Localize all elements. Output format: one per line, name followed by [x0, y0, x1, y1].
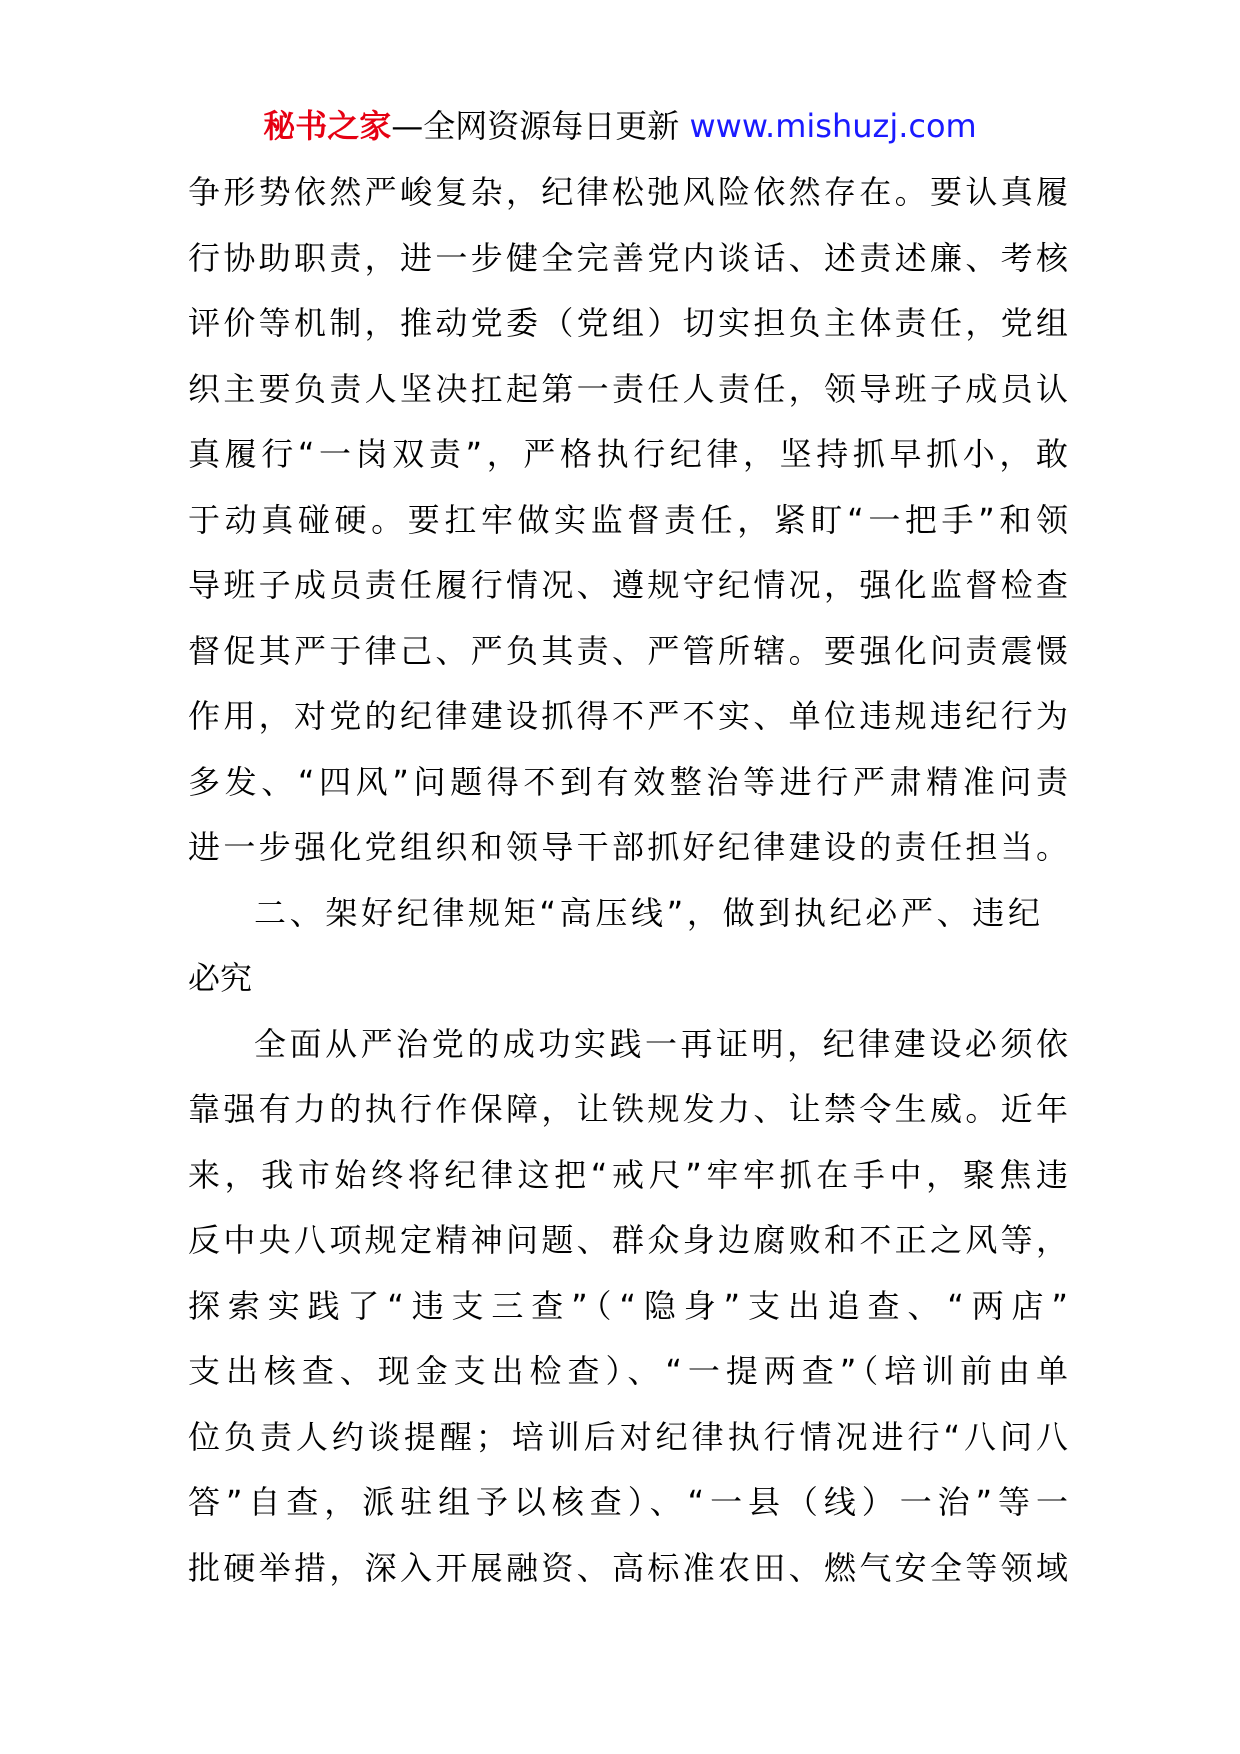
text-line: 多发、“四风”问题得不到有效整治等进行严肃精准问责: [188, 762, 1068, 801]
site-brand: 秘书之家: [263, 107, 392, 145]
site-url[interactable]: www.mishuzj.com: [689, 107, 977, 145]
text-line: 织主要负责人坚决扛起第一责任人责任，领导班子成员认: [188, 369, 1068, 408]
site-header: [0, 104, 1240, 148]
text-line: 支出核查、现金支出检查）、“一提两查”（培训前由单: [188, 1352, 1068, 1390]
text-line: 作用，对党的纪律建设抓得不严不实、单位违规违纪行为: [188, 697, 1068, 735]
text-line: 位负责人约谈提醒；培训后对纪律执行情况进行“八问八: [188, 1417, 1068, 1456]
text-line: 全面从严治党的成功实践一再证明，纪律建设必须依: [254, 1024, 1068, 1063]
text-line: 导班子成员责任履行情况、遵规守纪情况，强化监督检查: [188, 566, 1068, 604]
document-body: [188, 160, 1068, 1601]
text-line: 督促其严于律己、严负其责、严管所辖。要强化问责震慑: [188, 631, 1068, 670]
text-line: 争形势依然严峻复杂，纪律松弛风险依然存在。要认真履: [188, 173, 1068, 211]
text-line: 真履行“一岗双责”，严格执行纪律，坚持抓早抓小，敢: [188, 435, 1068, 473]
section-heading: 二、架好纪律规矩“高压线”，做到执纪必严、违纪: [254, 893, 1040, 932]
text-line: 答”自查，派驻组予以核查）、“一县（线）一治”等一: [188, 1483, 1068, 1521]
text-line: 来，我市始终将纪律这把“戒尺”牢牢抓在手中，聚焦违: [188, 1155, 1068, 1194]
text-line: 靠强有力的执行作保障，让铁规发力、让禁令生威。近年: [188, 1090, 1068, 1128]
text-line: 反中央八项规定精神问题、群众身边腐败和不正之风等，: [188, 1221, 1068, 1259]
text-line: 评价等机制，推动党委（党组）切实担负主体责任，党组: [188, 304, 1068, 342]
text-line: 行协助职责，进一步健全完善党内谈话、述责述廉、考核: [188, 238, 1068, 277]
site-tagline: —全网资源每日更新: [391, 107, 680, 145]
section-heading-continued: 必究: [188, 959, 253, 997]
text-line: 探索实践了“违支三查”（“隐身”支出追查、“两店”: [188, 1286, 1068, 1325]
text-line: 于动真碰硬。要扛牢做实监督责任，紧盯“一把手”和领: [188, 500, 1068, 539]
text-line: 进一步强化党组织和领导干部抓好纪律建设的责任担当。: [188, 828, 1068, 866]
text-line: 批硬举措，深入开展融资、高标准农田、燃气安全等领域: [188, 1548, 1068, 1587]
